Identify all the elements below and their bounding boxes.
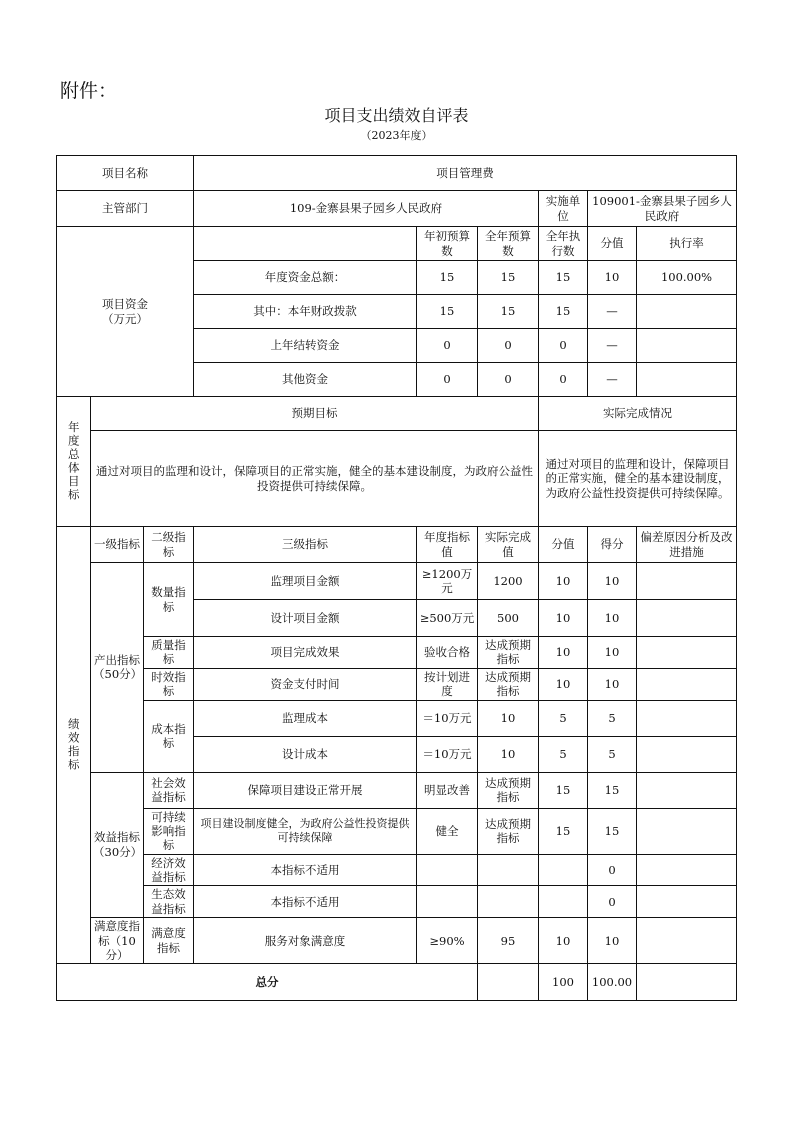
project-name-label: 项目名称: [57, 156, 194, 191]
indicator-weight: 15: [539, 772, 588, 808]
header-level1: 一级指标: [91, 527, 144, 563]
indicator-score: 5: [588, 736, 637, 772]
header-target: 年度指标值: [417, 527, 478, 563]
indicator-name: 本指标不适用: [194, 854, 417, 886]
indicator-analysis: [637, 808, 737, 854]
indicator-target: 验收合格: [417, 637, 478, 669]
indicator-name: 监理成本: [194, 700, 417, 736]
funds-header-rate: 执行率: [637, 227, 737, 261]
funds-row-executed: 0: [539, 329, 588, 363]
indicator-score: 10: [588, 637, 637, 669]
indicator-analysis: [637, 918, 737, 964]
indicator-actual: 达成预期指标: [478, 772, 539, 808]
indicator-score: 15: [588, 772, 637, 808]
indicator-actual: [478, 886, 539, 918]
funds-row-label: 年度资金总额：: [194, 261, 417, 295]
funds-row-rate: [637, 329, 737, 363]
eco-benefit-label: 生态效益指标: [144, 886, 194, 918]
benefit-indicator-label: 效益指标 （30分）: [91, 772, 144, 918]
expected-goal-header: 预期目标: [91, 397, 539, 431]
actual-goal-header: 实际完成情况: [539, 397, 737, 431]
indicator-analysis: [637, 600, 737, 637]
indicator-target: 明显改善: [417, 772, 478, 808]
performance-table: [56, 155, 737, 1001]
funds-row-executed: 0: [539, 363, 588, 397]
indicator-name: 保障项目建设正常开展: [194, 772, 417, 808]
funds-row-label: 上年结转资金: [194, 329, 417, 363]
funds-row-weight: —: [588, 329, 637, 363]
indicator-target: 健全: [417, 808, 478, 854]
expected-goal-text: 通过对项目的监理和设计，保障项目的正常实施，健全的基本建设制度，为政府公益性投资提供可持续保障。: [91, 431, 539, 527]
indicator-score: 10: [588, 668, 637, 700]
indicator-name: 资金支付时间: [194, 668, 417, 700]
funds-row-annual: 15: [478, 295, 539, 329]
indicator-analysis: [637, 886, 737, 918]
indicator-weight: 5: [539, 736, 588, 772]
indicator-target: ＝10万元: [417, 700, 478, 736]
indicator-analysis: [637, 668, 737, 700]
funds-header-weight: 分值: [588, 227, 637, 261]
funds-header-annual: 全年预算数: [478, 227, 539, 261]
funds-row-rate: 100.00%: [637, 261, 737, 295]
indicator-actual: [478, 854, 539, 886]
dept-label: 主管部门: [57, 191, 194, 227]
indicator-analysis: [637, 563, 737, 600]
total-analysis-blank: [637, 964, 737, 1001]
actual-goal-text: 通过对项目的监理和设计，保障项目的正常实施，健全的基本建设制度，为政府公益性投资提供可持续保障。: [539, 431, 737, 527]
funds-row-weight: —: [588, 363, 637, 397]
funds-row-label: 其他资金: [194, 363, 417, 397]
year-subtitle: （2023年度）: [360, 129, 433, 142]
dept-value: 109-金寨县果子园乡人民政府: [194, 191, 539, 227]
indicator-actual: 500: [478, 600, 539, 637]
funds-row-initial: 0: [417, 363, 478, 397]
indicator-weight: [539, 854, 588, 886]
funds-row-initial: 0: [417, 329, 478, 363]
indicator-actual: 达成预期指标: [478, 637, 539, 669]
indicator-score: 0: [588, 854, 637, 886]
cost-indicator-label: 成本指标: [144, 700, 194, 772]
indicator-weight: 10: [539, 600, 588, 637]
funds-header-executed: 全年执行数: [539, 227, 588, 261]
indicator-analysis: [637, 772, 737, 808]
indicator-weight: 5: [539, 700, 588, 736]
indicator-actual: 95: [478, 918, 539, 964]
indicator-analysis: [637, 637, 737, 669]
impl-value: 109001-金寨县果子园乡人民政府: [588, 191, 737, 227]
indicator-weight: 15: [539, 808, 588, 854]
indicator-actual: 达成预期指标: [478, 668, 539, 700]
total-actual-blank: [478, 964, 539, 1001]
indicator-weight: 10: [539, 668, 588, 700]
indicator-name: 设计成本: [194, 736, 417, 772]
indicator-weight: 10: [539, 918, 588, 964]
indicator-target: [417, 886, 478, 918]
indicator-analysis: [637, 736, 737, 772]
indicator-actual: 10: [478, 700, 539, 736]
funds-row-annual: 15: [478, 261, 539, 295]
funds-label: 项目资金 （万元）: [57, 227, 194, 397]
indicator-weight: 10: [539, 637, 588, 669]
funds-row-executed: 15: [539, 261, 588, 295]
funds-header-blank: [194, 227, 417, 261]
indicator-target: [417, 854, 478, 886]
sustain-impact-label: 可持续影响指标: [144, 808, 194, 854]
funds-row-annual: 0: [478, 329, 539, 363]
funds-row-initial: 15: [417, 295, 478, 329]
econ-benefit-label: 经济效益指标: [144, 854, 194, 886]
funds-row-weight: 10: [588, 261, 637, 295]
header-score: 得分: [588, 527, 637, 563]
indicator-weight: 10: [539, 563, 588, 600]
goals-label: 年度总体目标: [57, 397, 91, 527]
funds-row-rate: [637, 363, 737, 397]
total-label: 总分: [57, 964, 478, 1001]
funds-row-annual: 0: [478, 363, 539, 397]
indicator-name: 服务对象满意度: [194, 918, 417, 964]
funds-row-initial: 15: [417, 261, 478, 295]
quantity-indicator-label: 数量指标: [144, 563, 194, 637]
indicator-name: 设计项目金额: [194, 600, 417, 637]
impl-label: 实施单位: [539, 191, 588, 227]
indicator-score: 15: [588, 808, 637, 854]
indicator-name: 项目完成效果: [194, 637, 417, 669]
satisfaction-sub-label: 满意度指标: [144, 918, 194, 964]
header-level2: 二级指标: [144, 527, 194, 563]
funds-row-weight: —: [588, 295, 637, 329]
indicator-score: 10: [588, 563, 637, 600]
indicator-actual: 达成预期指标: [478, 808, 539, 854]
indicator-name: 项目建设制度健全，为政府公益性投资提供可持续保障: [194, 808, 417, 854]
indicator-score: 10: [588, 600, 637, 637]
satisfaction-indicator-label: 满意度指标（10分）: [91, 918, 144, 964]
indicator-target: ≥1200万元: [417, 563, 478, 600]
time-indicator-label: 时效指标: [144, 668, 194, 700]
indicators-label: 绩效指标: [57, 527, 91, 964]
total-score: 100.00: [588, 964, 637, 1001]
project-name: 项目管理费: [194, 156, 737, 191]
indicator-score: 5: [588, 700, 637, 736]
indicator-name: 本指标不适用: [194, 886, 417, 918]
indicator-analysis: [637, 854, 737, 886]
quality-indicator-label: 质量指标: [144, 637, 194, 669]
indicator-score: 0: [588, 886, 637, 918]
indicator-weight: [539, 886, 588, 918]
funds-row-executed: 15: [539, 295, 588, 329]
output-indicator-label: 产出指标 （50分）: [91, 563, 144, 773]
header-actual: 实际完成值: [478, 527, 539, 563]
header-weight: 分值: [539, 527, 588, 563]
indicator-score: 10: [588, 918, 637, 964]
attachment-label: 附件：: [60, 80, 118, 102]
indicator-actual: 10: [478, 736, 539, 772]
indicator-name: 监理项目金额: [194, 563, 417, 600]
social-benefit-label: 社会效益指标: [144, 772, 194, 808]
indicator-analysis: [637, 700, 737, 736]
header-level3: 三级指标: [194, 527, 417, 563]
header-analysis: 偏差原因分析及改进措施: [637, 527, 737, 563]
indicator-target: ≥90%: [417, 918, 478, 964]
page-title: 项目支出绩效自评表: [324, 106, 469, 125]
indicator-actual: 1200: [478, 563, 539, 600]
indicator-target: ≥500万元: [417, 600, 478, 637]
indicator-target: 按计划进度: [417, 668, 478, 700]
funds-row-rate: [637, 295, 737, 329]
funds-header-initial: 年初预算数: [417, 227, 478, 261]
funds-row-label: 其中：本年财政拨款: [194, 295, 417, 329]
total-weight: 100: [539, 964, 588, 1001]
indicator-target: ＝10万元: [417, 736, 478, 772]
